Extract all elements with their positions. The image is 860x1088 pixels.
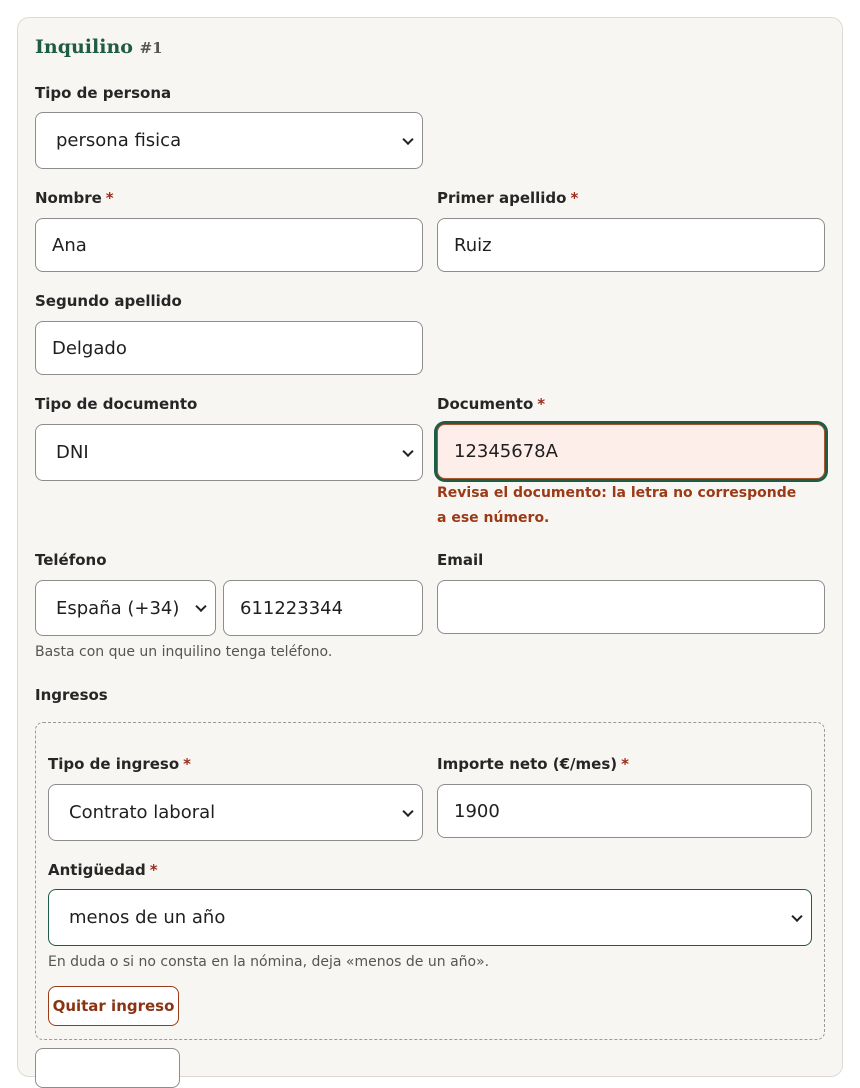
doc-type-value: DNI xyxy=(56,442,89,463)
required-asterisk: * xyxy=(537,395,546,413)
last-name-1-input[interactable] xyxy=(437,218,825,272)
document-label xyxy=(437,395,545,413)
phone-country-select[interactable] xyxy=(35,580,216,636)
first-name-value: Ana xyxy=(52,234,87,256)
last-name-2-label: Segundo apellido xyxy=(35,292,182,310)
doc-type-select[interactable] xyxy=(35,424,423,481)
income-type-label xyxy=(48,755,191,773)
remove-income-button[interactable]: Quitar ingreso xyxy=(48,986,179,1026)
required-asterisk: * xyxy=(149,861,158,879)
income-section-label: Ingresos xyxy=(35,686,108,704)
chevron-down-icon xyxy=(791,910,802,921)
income-type-value: Contrato laboral xyxy=(69,802,216,823)
last-name-2-input[interactable] xyxy=(35,321,423,375)
doc-type-label: Tipo de documento xyxy=(35,395,198,413)
income-type-select[interactable] xyxy=(48,784,423,841)
phone-label: Teléfono xyxy=(35,551,107,569)
income-amount-label xyxy=(437,755,629,773)
first-name-label xyxy=(35,189,114,207)
seniority-label-text: Antigüedad xyxy=(48,861,146,879)
first-name-label-text: Nombre xyxy=(35,189,102,207)
seniority-label xyxy=(48,861,158,879)
last-name-1-value: Ruiz xyxy=(454,234,492,256)
phone-number-input[interactable] xyxy=(223,580,423,636)
last-name-2-value: Delgado xyxy=(52,337,127,359)
tenant-number: #1 xyxy=(139,39,163,57)
email-input[interactable] xyxy=(437,580,825,634)
income-amount-label-text: Importe neto (€/mes) xyxy=(437,755,618,773)
email-label: Email xyxy=(437,551,484,569)
income-type-label-text: Tipo de ingreso xyxy=(48,755,180,773)
seniority-hint: En duda o si no consta en la nómina, deja «menos de un año». xyxy=(48,954,490,970)
phone-hint: Basta con que un inquilino tenga teléfono. xyxy=(35,644,333,660)
person-type-value: persona fisica xyxy=(56,130,182,151)
person-type-label: Tipo de persona xyxy=(35,84,172,102)
add-income-button[interactable] xyxy=(35,1048,180,1088)
income-amount-input[interactable] xyxy=(437,784,812,838)
document-label-text: Documento xyxy=(437,395,534,413)
chevron-down-icon xyxy=(402,805,413,816)
document-error-message: Revisa el documento: la letra no corresponde a ese número. xyxy=(437,485,797,526)
seniority-select[interactable] xyxy=(48,889,812,946)
last-name-1-label-text: Primer apellido xyxy=(437,189,567,207)
chevron-down-icon xyxy=(402,445,413,456)
phone-country-value: España (+34) xyxy=(56,597,180,619)
phone-number-value: 611223344 xyxy=(240,597,344,619)
document-value: 12345678A xyxy=(454,441,558,462)
tenant-title-text: Inquilino xyxy=(35,36,133,58)
last-name-1-label xyxy=(437,189,578,207)
first-name-input[interactable] xyxy=(35,218,423,272)
chevron-down-icon xyxy=(402,133,413,144)
person-type-select[interactable] xyxy=(35,112,423,169)
required-asterisk: * xyxy=(621,755,629,773)
document-input[interactable] xyxy=(437,424,825,479)
required-asterisk: * xyxy=(105,189,114,207)
seniority-value: menos de un año xyxy=(69,907,226,928)
chevron-down-icon xyxy=(195,601,206,612)
income-amount-value: 1900 xyxy=(454,800,500,822)
required-asterisk: * xyxy=(570,189,579,207)
required-asterisk: * xyxy=(183,755,191,773)
tenant-title xyxy=(35,36,163,58)
